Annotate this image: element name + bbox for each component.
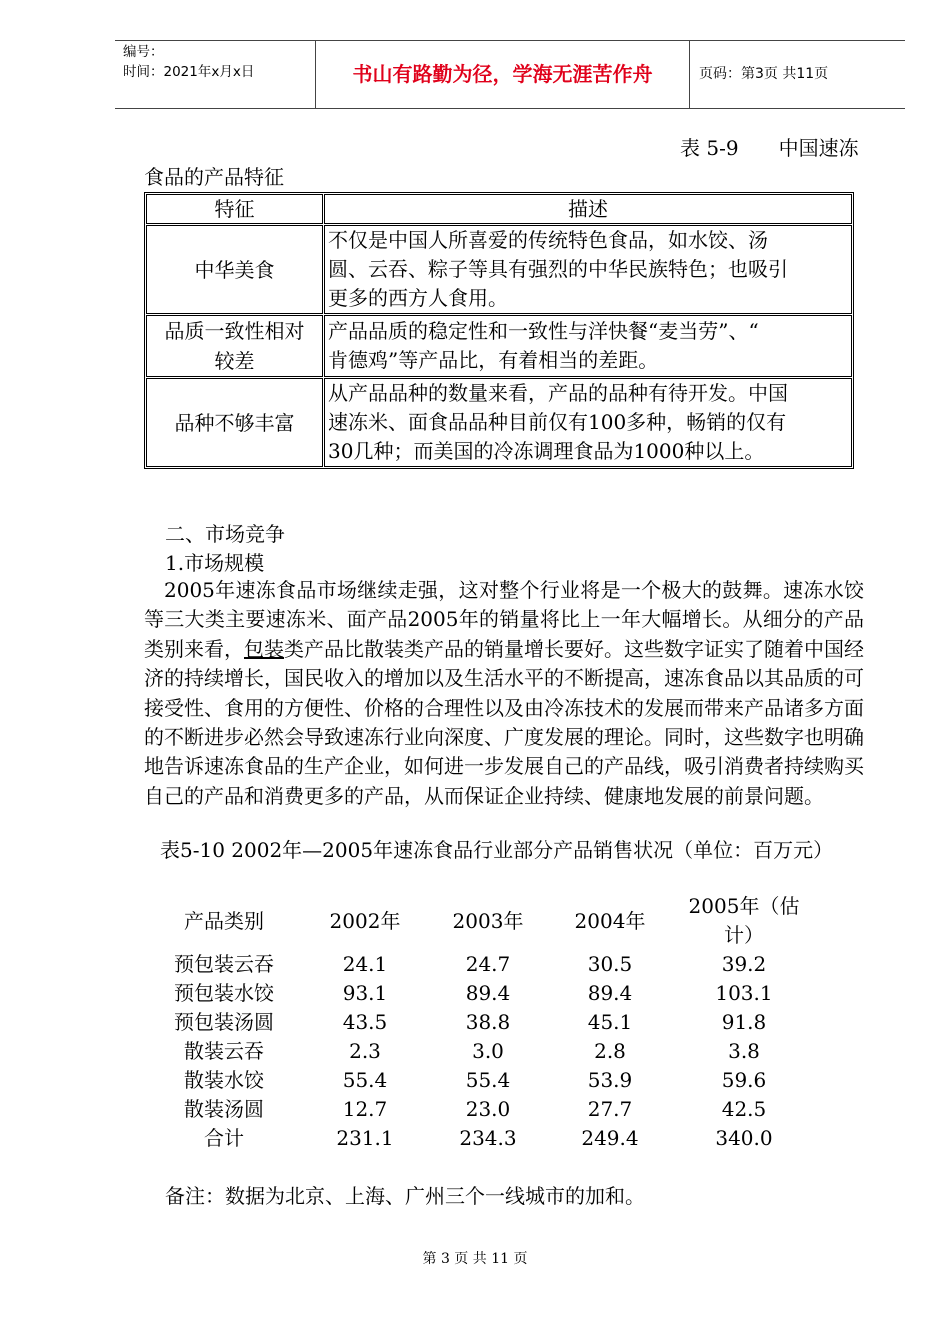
description-cell <box>324 225 852 314</box>
description-cell <box>324 378 852 467</box>
table-header-cell: 描述 <box>324 194 852 224</box>
sales-value-cell: 340.0 <box>715 1126 773 1150</box>
sales-value-cell: 30.5 <box>587 952 633 976</box>
product-category-cell: 散装水饺 <box>184 1068 264 1092</box>
sales-value-cell: 27.7 <box>587 1097 633 1121</box>
description-line: 不仅是中国人所喜爱的传统特色食品，如水饺、汤 <box>328 228 768 252</box>
table-row <box>146 315 852 377</box>
header-page-info: 页码：第3页 共11页 <box>699 66 829 82</box>
paragraph-text: 类产品比散装类产品的销量增长要好。这些数字证实了随着中国经济的持续增长，国民收入的增加以及生活水平的不断提高，速冻食品以其品质的可接受性、食用的方便性、价格的合理性以及由冷冻技术的发展而带来产品诸多方面的不断进步必然会导致速冻行业向深度、广度发展的理论。同时，这些数字也明确地告诉速冻食品的生产企业，如何进一步发展自己的产品线，吸引消费者持续购买自己的产品和消费更多的产品，从而保证企业持续、健康地发展的前景问题。 <box>144 636 864 808</box>
description-line: 肯德鸡”等产品比，有着相当的差距。 <box>328 348 659 372</box>
paragraph-text: 2005年速冻食品市场继续走强，这对整个行业将是一个极大的鼓舞。速冻水饺等三大类主要速冻米、面产品2005年的销量将比上一年大幅增长。从细分的产品类别来看， <box>144 578 864 661</box>
description-line: 更多的西方人食用。 <box>328 286 508 310</box>
section-heading: 二、市场竞争 <box>165 522 285 546</box>
sales-value-cell: 2.3 <box>349 1039 381 1063</box>
table9-caption-line2: 食品的产品特征 <box>144 165 284 189</box>
product-category-cell: 散装汤圆 <box>184 1097 264 1121</box>
sales-value-cell: 89.4 <box>587 981 633 1005</box>
table10-note: 备注：数据为北京、上海、广州三个一线城市的加和。 <box>165 1184 645 1208</box>
table-header-cell: 2004年 <box>574 909 646 933</box>
header-motto: 书山有路勤为径，学海无涯苦作舟 <box>352 62 653 86</box>
sales-value-cell: 39.2 <box>721 952 767 976</box>
table-row <box>146 378 852 467</box>
product-category-cell: 合计 <box>204 1126 244 1150</box>
sales-value-cell: 38.8 <box>465 1010 511 1034</box>
sales-value-cell: 55.4 <box>342 1068 388 1092</box>
sales-value-cell: 23.0 <box>465 1097 511 1121</box>
sales-value-cell: 45.1 <box>587 1010 633 1034</box>
feature-cell <box>146 315 323 377</box>
feature-cell <box>146 378 323 467</box>
description-line: 30几种；而美国的冷冻调理食品为1000种以上。 <box>328 439 765 463</box>
feature-text: 品质一致性相对 <box>164 319 305 343</box>
sales-value-cell: 3.8 <box>728 1039 760 1063</box>
sales-value-cell: 24.7 <box>465 952 511 976</box>
table-header-cell: 2002年 <box>329 909 401 933</box>
table9-caption-line1: 表 5-9 中国速冻 <box>680 136 859 160</box>
header-meta <box>115 41 315 108</box>
table-header-cell: 2005年（估 <box>688 894 800 918</box>
sales-value-cell: 53.9 <box>587 1068 633 1092</box>
description-cell <box>324 315 852 377</box>
feature-text: 品种不够丰富 <box>174 410 295 435</box>
feature-text: 中华美食 <box>194 257 275 282</box>
description-line: 圆、云吞、粽子等具有强烈的中华民族特色；也吸引 <box>328 257 788 281</box>
header-divider <box>689 41 690 108</box>
product-category-cell: 预包装汤圆 <box>174 1010 274 1034</box>
table-header-cell: 特征 <box>146 194 323 224</box>
body-paragraph <box>144 576 864 811</box>
feature-cell <box>146 225 323 314</box>
description-line: 速冻米、面食品品种目前仅有100多种，畅销的仅有 <box>328 410 787 434</box>
page-header <box>115 40 905 109</box>
sales-value-cell: 42.5 <box>721 1097 767 1121</box>
paragraph-underlined-text: 包装 <box>244 636 284 661</box>
sales-value-cell: 12.7 <box>342 1097 388 1121</box>
section-subheading: 1.市场规模 <box>165 551 265 575</box>
product-category-cell: 预包装云吞 <box>174 952 274 976</box>
table-header-cell: 计） <box>724 923 764 947</box>
sales-value-cell: 24.1 <box>342 952 388 976</box>
sales-value-cell: 91.8 <box>721 1010 767 1034</box>
sales-value-cell: 3.0 <box>472 1039 504 1063</box>
description-line: 产品品质的稳定性和一致性与洋快餐“麦当劳”、“ <box>328 319 759 343</box>
feature-text: 较差 <box>214 349 255 373</box>
sales-value-cell: 2.8 <box>594 1039 626 1063</box>
sales-value-cell: 231.1 <box>336 1126 394 1150</box>
sales-value-cell: 59.6 <box>721 1068 767 1092</box>
sales-value-cell: 249.4 <box>581 1126 639 1150</box>
sales-value-cell: 43.5 <box>342 1010 388 1034</box>
product-features-table <box>144 192 854 469</box>
table-row <box>146 225 852 314</box>
table-header-row <box>146 194 852 224</box>
sales-value-cell: 89.4 <box>465 981 511 1005</box>
description-line: 从产品品种的数量来看，产品的品种有待开发。中国 <box>328 381 788 405</box>
sales-value-cell: 234.3 <box>459 1126 517 1150</box>
sales-value-cell: 93.1 <box>342 981 388 1005</box>
time-label: 时间：2021年x月x日 <box>123 64 255 80</box>
table-header-cell: 2003年 <box>452 909 524 933</box>
table-header-cell: 产品类别 <box>184 909 264 933</box>
product-category-cell: 预包装水饺 <box>174 981 274 1005</box>
serial-label: 编号： <box>123 44 164 60</box>
sales-value-cell: 103.1 <box>715 981 773 1005</box>
product-category-cell: 散装云吞 <box>184 1039 264 1063</box>
table10-caption: 表5-10 2002年—2005年速冻食品行业部分产品销售状况（单位：百万元） <box>160 838 834 862</box>
page-footer: 第 3 页 共 11 页 <box>422 1251 528 1267</box>
sales-value-cell: 55.4 <box>465 1068 511 1092</box>
